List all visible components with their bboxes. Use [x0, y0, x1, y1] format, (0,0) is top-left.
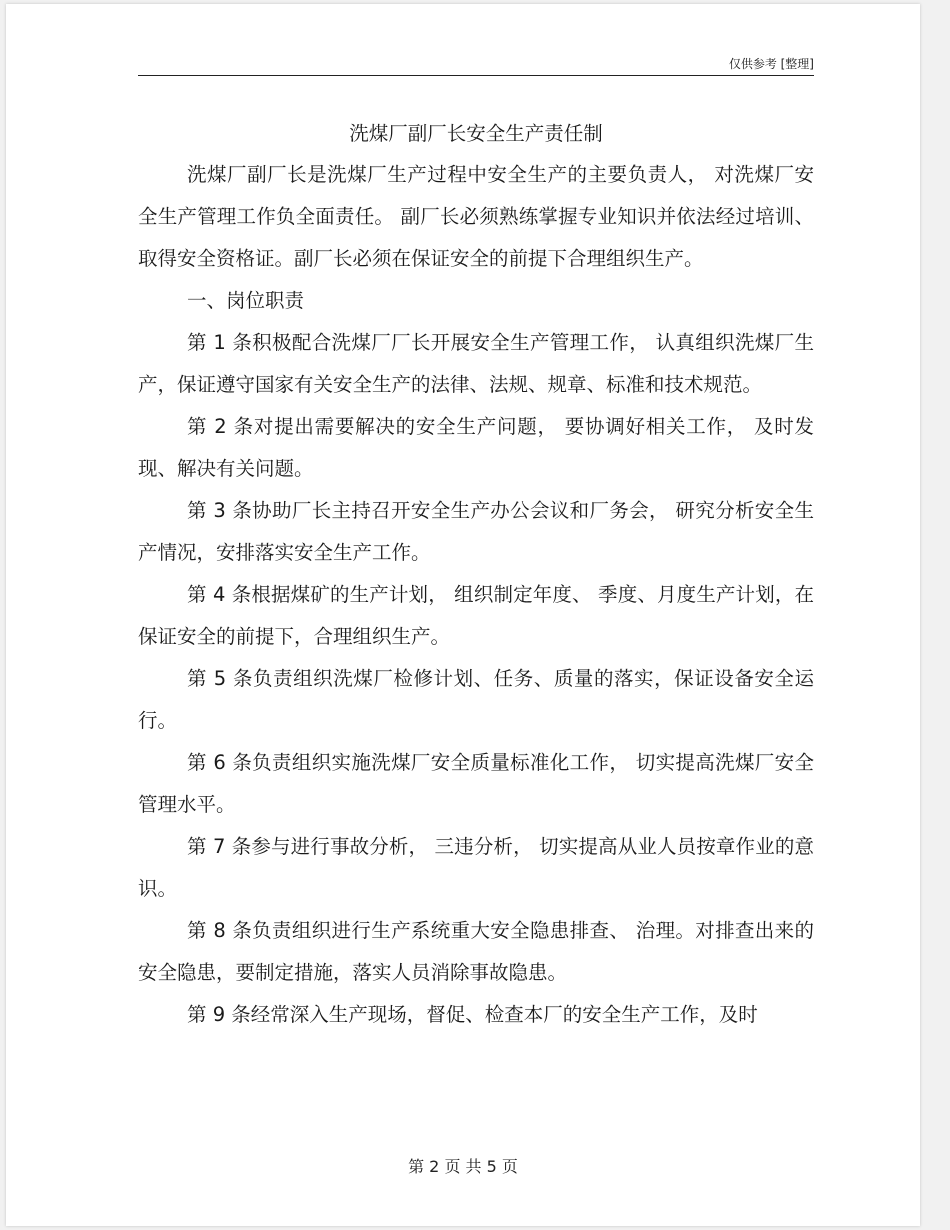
document-body [138, 114, 814, 1036]
page-header: 仅供参考 [整理] [138, 55, 814, 76]
section-heading-duties: 一、岗位职责 [187, 289, 305, 312]
article-8: 第 8 条负责组织进行生产系统重大安全隐患排查、 治理。对排查出来的安全隐患，要制定措施，落实人员消除事故隐患。 [138, 919, 814, 984]
document-title: 洗煤厂副厂长安全生产责任制 [349, 122, 603, 145]
article-4: 第 4 条根据煤矿的生产计划， 组织制定年度、 季度、月度生产计划，在保证安全的前提下，合理组织生产。 [138, 583, 814, 648]
article-1: 第 1 条积极配合洗煤厂厂长开展安全生产管理工作， 认真组织洗煤厂生产，保证遵守国家有关安全生产的法律、法规、规章、标准和技术规范。 [138, 331, 814, 396]
article-7: 第 7 条参与进行事故分析， 三违分析， 切实提高从业人员按章作业的意识。 [138, 835, 814, 900]
article-2: 第 2 条对提出需要解决的安全生产问题， 要协调好相关工作， 及时发现、解决有关问题。 [138, 415, 814, 480]
document-page [6, 4, 920, 1226]
article-3: 第 3 条协助厂长主持召开安全生产办公会议和厂务会， 研究分析安全生产情况，安排落实安全生产工作。 [138, 499, 814, 564]
article-6: 第 6 条负责组织实施洗煤厂安全质量标准化工作， 切实提高洗煤厂安全管理水平。 [138, 751, 814, 816]
article-9: 第 9 条经常深入生产现场，督促、检查本厂的安全生产工作，及时 [187, 1003, 758, 1026]
intro-paragraph: 洗煤厂副厂长是洗煤厂生产过程中安全生产的主要负责人， 对洗煤厂安全生产管理工作负全面责任。 副厂长必须熟练掌握专业知识并依法经过培训、取得安全资格证。副厂长必须在保证安全的前提下合理组织生产。 [138, 163, 814, 270]
page-footer: 第 2 页 共 5 页 [408, 1157, 518, 1176]
article-5: 第 5 条负责组织洗煤厂检修计划、任务、质量的落实，保证设备安全运行。 [138, 667, 814, 732]
